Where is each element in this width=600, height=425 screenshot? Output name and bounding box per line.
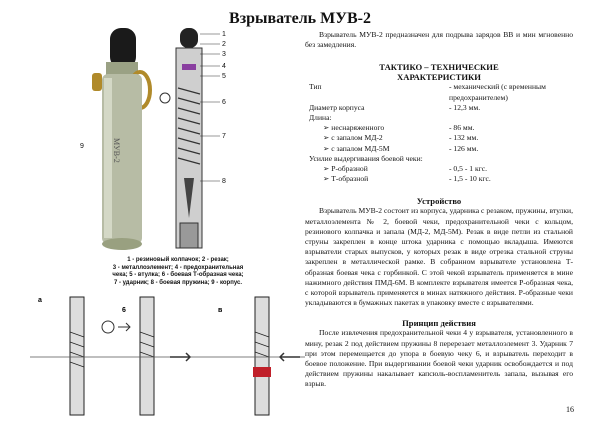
right-column	[305, 30, 573, 390]
principle-paragraph: После извлечения предохранительной чеки 4 у взрывателя, установленного в мину, резак 2 под действием пружины 8 перерезает металлоэлемент 3. Ударник 7 при этом перемещается до упора в боевую чеку 6, и взрыватель переходит в боевое положение. При выдергивании боевой чеки ударник освобождается и под действием пружины накалывает капсюль-воспламенитель запала, вызывая его взрыв.	[305, 328, 573, 389]
svg-text:2: 2	[222, 41, 226, 48]
figure-caption: 1 - резиновый колпачок; 2 - резак; 3 - металлоэлемент; 4 - предохранительная чека; 5 - втулка; 6 - боевая Т-образная чека; 7 - ударник; 8 - боевая пружина; 9 - корпус.	[112, 257, 244, 286]
svg-text:8: 8	[222, 178, 226, 185]
fuze-photo	[88, 28, 168, 253]
specs-table: Тип - механический (с временным предохранителем) Диаметр корпуса - 12,3 мм. Длина: ➢ неснаряженного - 86 мм. ➢ с запалом МД-2 - 132 мм. ➢ с запалом МД-5М - 126 мм. Усилие выдергивания боевой чеки: ➢ Р-образной - 0,5 - 1 кгс. ➢ Т-образной - 1,5 - 10 кгс.	[309, 82, 546, 184]
device-paragraph: Взрыватель МУВ-2 состоит из корпуса, ударника с резаком, пружины, втулки, металлоэлемента № 2, боевой чеки, предохранительной чеки с кольцом, резинового колпачка и запала (МД-2, МД-5М). Резак в виде петли из стальной струны закреплен в конце штока ударника с помощью вкладыша. Имеются взрыватели старых выпусков, у которых резак в виде отрезка стальной струны закреплен в металлической рамке. В собранном взрывателе установлена Т-образная боевая чека с горбинкой. С этой чекой взрыватель применяется в мине нажимного действия ПМД-6М. В комплекте взрывателя имеется Р-образная чека, с которой взрыватель применяется в минах натяжного действия. Р-образные чеки укладываются в бумажных пакетах в упаковку вместе с взрывателями.	[305, 206, 573, 308]
intro-paragraph: Взрыватель МУВ-2 предназначен для подрыва зарядов ВВ и мин мгновенно без замедления.	[305, 30, 573, 50]
action-sequence-diagram	[30, 292, 305, 422]
specs-heading-1: ТАКТИКО – ТЕХНИЧЕСКИЕ	[379, 62, 499, 73]
svg-text:a: a	[38, 297, 42, 304]
svg-text:МУВ-2: МУВ-2	[112, 138, 121, 163]
svg-text:5: 5	[222, 73, 226, 80]
svg-text:3: 3	[222, 51, 226, 58]
svg-text:6: 6	[122, 307, 126, 314]
principle-heading: Принцип действия	[402, 318, 476, 329]
svg-text:1: 1	[222, 31, 226, 38]
svg-text:7: 7	[222, 133, 226, 140]
svg-text:в: в	[218, 307, 223, 314]
specs-heading-2: ХАРАКТЕРИСТИКИ	[397, 72, 481, 83]
page-number: 16	[566, 405, 574, 414]
page-title: Взрыватель МУВ-2	[229, 10, 371, 27]
svg-text:6: 6	[222, 99, 226, 106]
svg-text:9: 9	[80, 143, 84, 150]
svg-text:4: 4	[222, 63, 226, 70]
device-heading: Устройство	[416, 196, 462, 207]
